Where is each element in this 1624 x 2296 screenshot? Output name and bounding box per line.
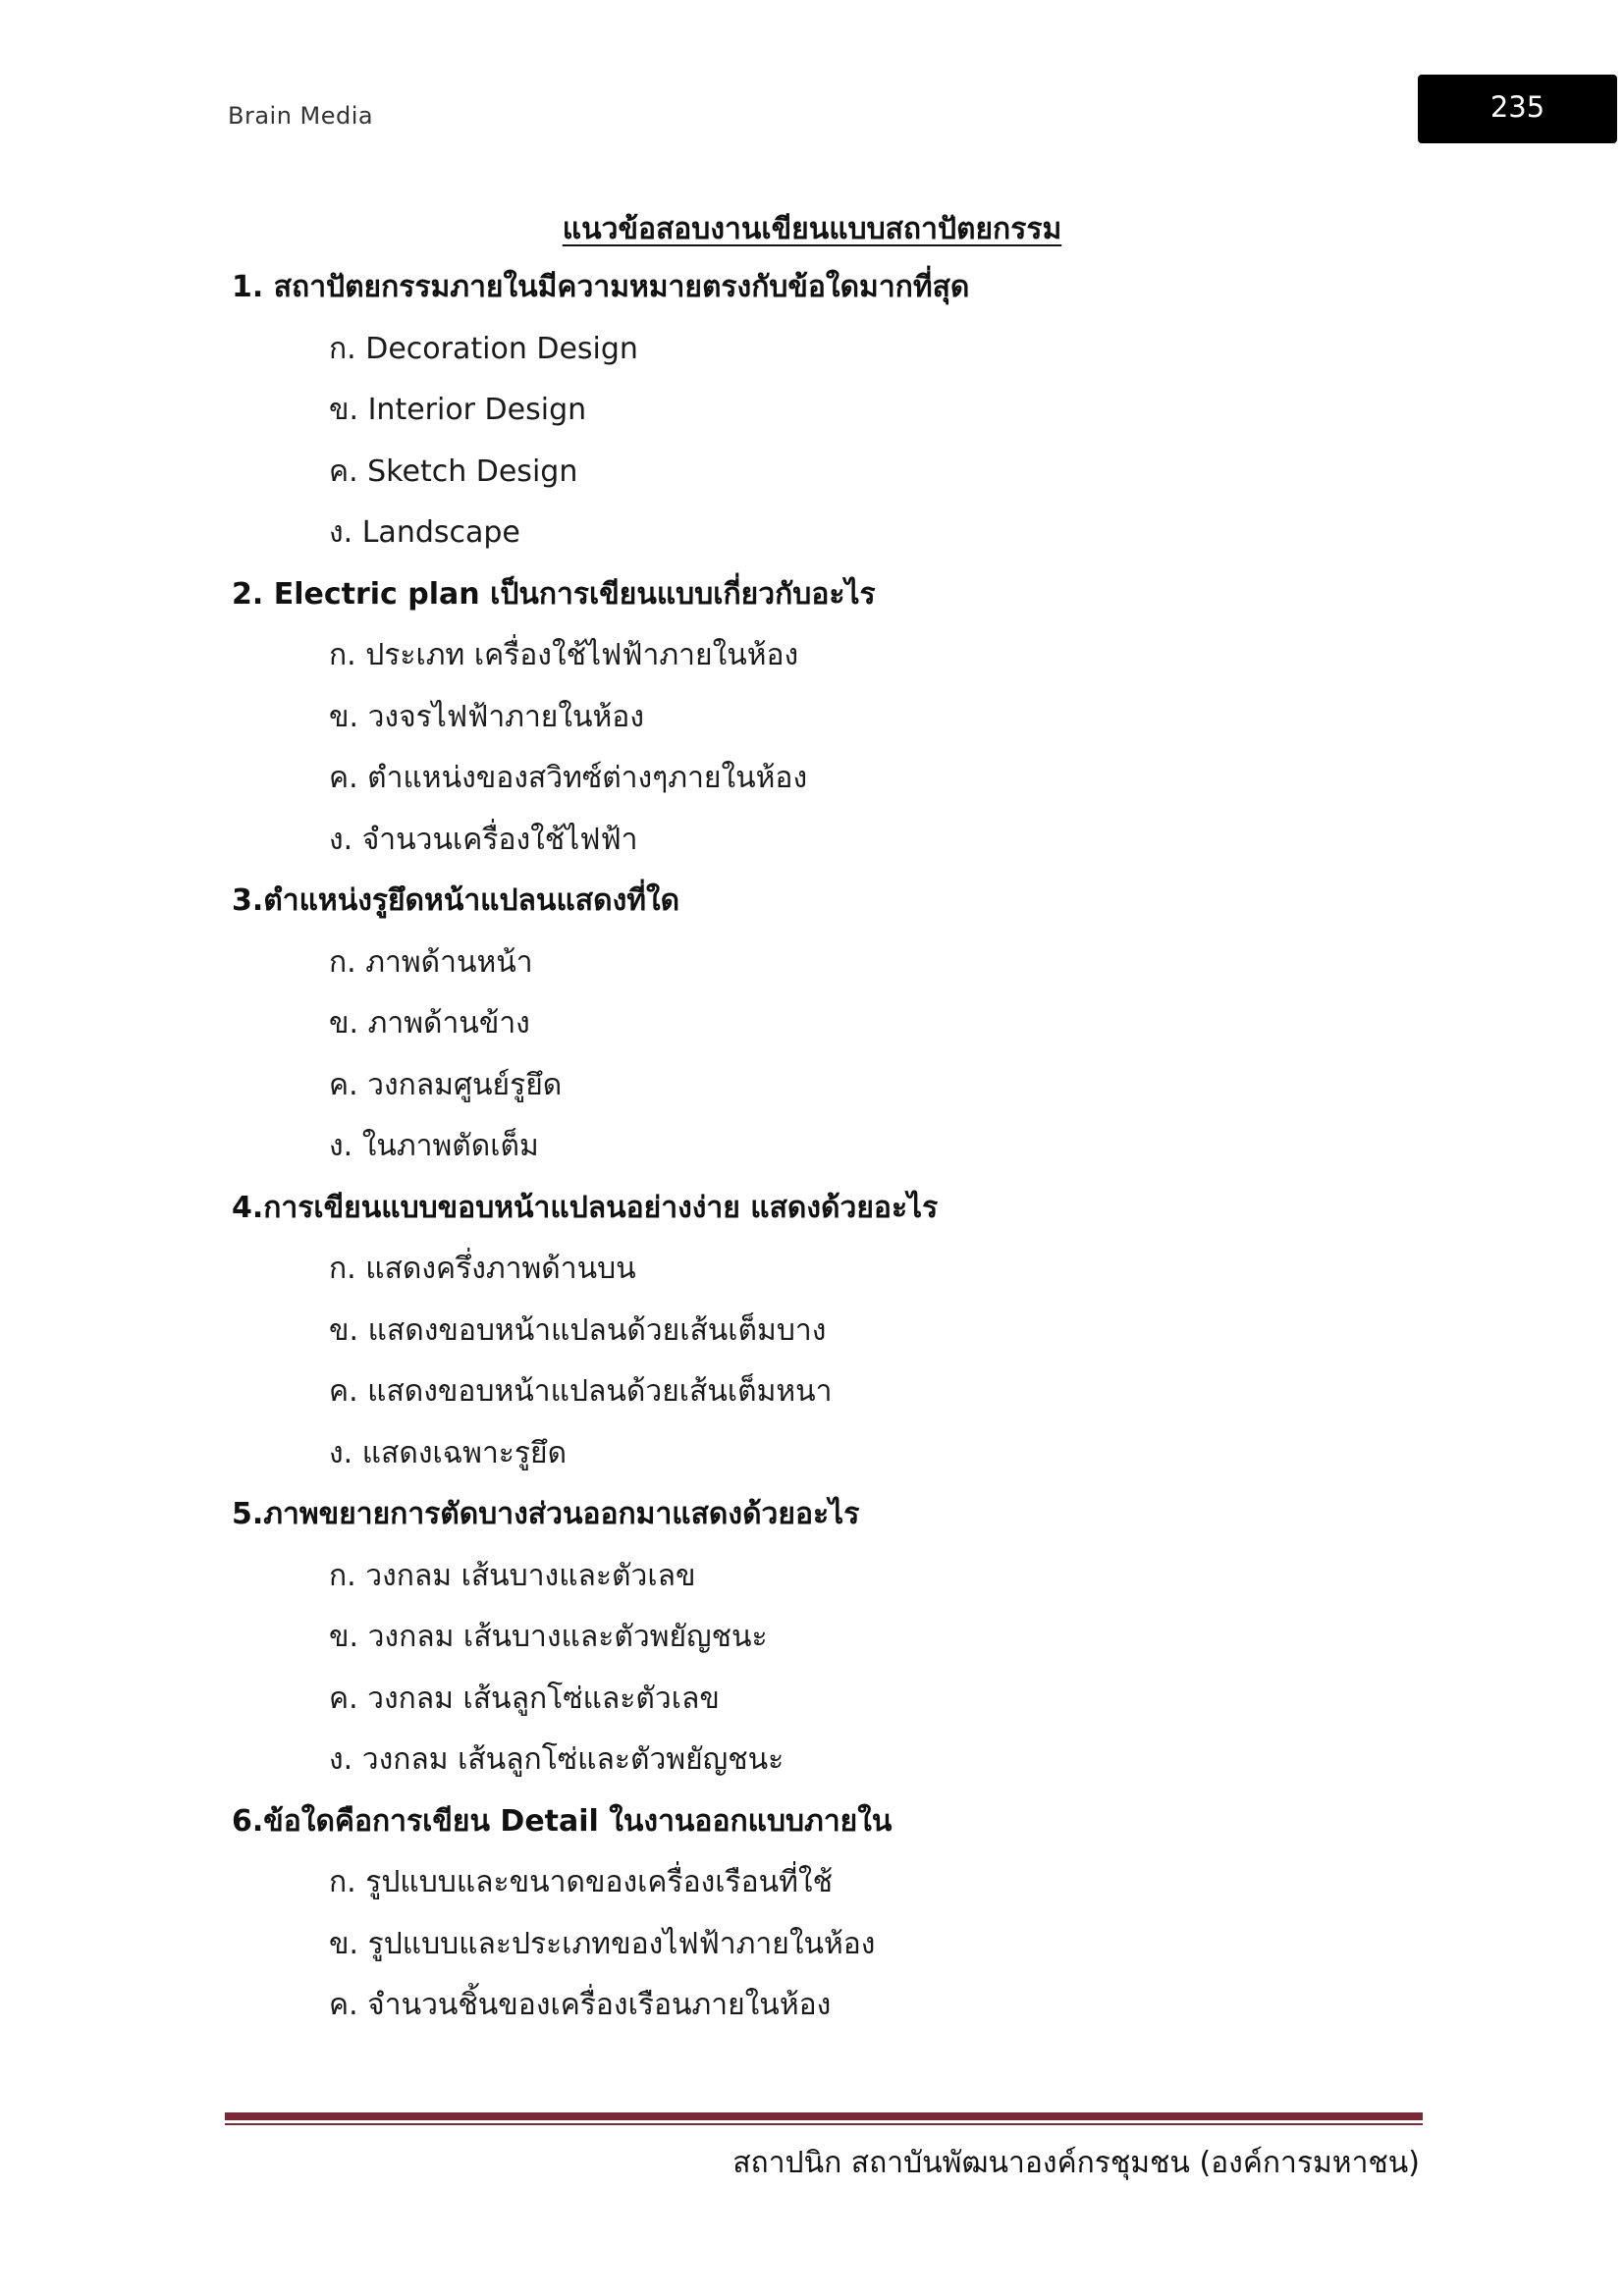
choice-item: ค. วงกลม เส้นลูกโซ่และตัวเลข xyxy=(329,1681,720,1716)
choice-item: ค. Sketch Design xyxy=(329,454,578,489)
choice-item: ค. แสดงขอบหน้าแปลนด้วยเส้นเต็มหนา xyxy=(329,1374,833,1409)
brand-name: Brain Media xyxy=(228,102,374,130)
choice-item: ข. วงกลม เส้นบางและตัวพยัญชนะ xyxy=(329,1620,768,1654)
choice-item: ข. รูปแบบและประเภทของไฟฟ้าภายในห้อง xyxy=(329,1926,876,1961)
question-text: 3.ตำแหน่งรูยึดหน้าแปลนแสดงที่ใด xyxy=(232,883,680,918)
question-text: 2. Electric plan เป็นการเขียนแบบเกี่ยวกับอะไร xyxy=(232,576,876,612)
choice-item: ข. ภาพด้านข้าง xyxy=(329,1006,530,1041)
question-6 xyxy=(232,1791,1508,2037)
question-text: 6.ข้อใดคือการเขียน Detail ในงานออกแบบภายใน xyxy=(232,1803,893,1839)
question-2 xyxy=(232,564,1508,872)
question-list xyxy=(232,257,1508,2037)
choice-item: ง. ในภาพตัดเต็ม xyxy=(329,1129,539,1163)
choice-item: ง. วงกลม เส้นลูกโซ่และตัวพยัญชนะ xyxy=(329,1742,785,1777)
choice-item: ก. ภาพด้านหน้า xyxy=(329,944,533,980)
choice-item: ก. วงกลม เส้นบางและตัวเลข xyxy=(329,1558,696,1593)
choice-item: ก. ประเภท เครื่องใช้ไฟฟ้าภายในห้อง xyxy=(329,638,799,672)
question-text: 4.การเขียนแบบขอบหน้าแปลนอย่างง่าย แสดงด้วยอะไร xyxy=(232,1190,939,1225)
choice-item: ค. วงกลมศูนย์รูยึด xyxy=(329,1067,563,1102)
choice-item: ก. Decoration Design xyxy=(329,331,638,366)
choice-item: ก. แสดงครึ่งภาพด้านบน xyxy=(329,1252,636,1286)
document-title-text: แนวข้อสอบงานเขียนแบบสถาปัตยกรรม xyxy=(562,212,1062,246)
choice-item: ก. รูปแบบและขนาดของเครื่องเรือนที่ใช้ xyxy=(329,1865,833,1899)
choice-item: ง. จำนวนเครื่องใช้ไฟฟ้า xyxy=(329,822,638,857)
question-text: 1. สถาปัตยกรรมภายในมีความหมายตรงกับข้อใดมากที่สุด xyxy=(232,270,970,304)
question-4 xyxy=(232,1178,1508,1485)
footer-divider-thin xyxy=(225,2123,1423,2125)
page-number-badge: 235 xyxy=(1418,75,1617,143)
choice-item: ข. แสดงขอบหน้าแปลนด้วยเส้นเต็มบาง xyxy=(329,1312,827,1348)
choice-item: ง. Landscape xyxy=(329,515,520,550)
footer-divider-thick xyxy=(225,2112,1423,2120)
footer-divider xyxy=(225,2112,1423,2125)
question-1 xyxy=(232,257,1508,564)
question-text: 5.ภาพขยายการตัดบางส่วนออกมาแสดงด้วยอะไร xyxy=(232,1497,860,1531)
document-title xyxy=(0,206,1624,252)
choice-item: ง. แสดงเฉพาะรูยึด xyxy=(329,1435,568,1470)
question-3 xyxy=(232,871,1508,1178)
choice-item: ข. Interior Design xyxy=(329,393,587,427)
choice-item: ค. ตำแหน่งของสวิทซ์ต่างๆภายในห้อง xyxy=(329,761,808,795)
footer-organization: สถาปนิก สถาบันพัฒนาองค์กรชุมชน (องค์การมหาชน) xyxy=(732,2146,1420,2180)
question-5 xyxy=(232,1484,1508,1791)
choice-item: ค. จำนวนชิ้นของเครื่องเรือนภายในห้อง xyxy=(329,1988,832,2022)
choice-item: ข. วงจรไฟฟ้าภายในห้อง xyxy=(329,699,644,734)
